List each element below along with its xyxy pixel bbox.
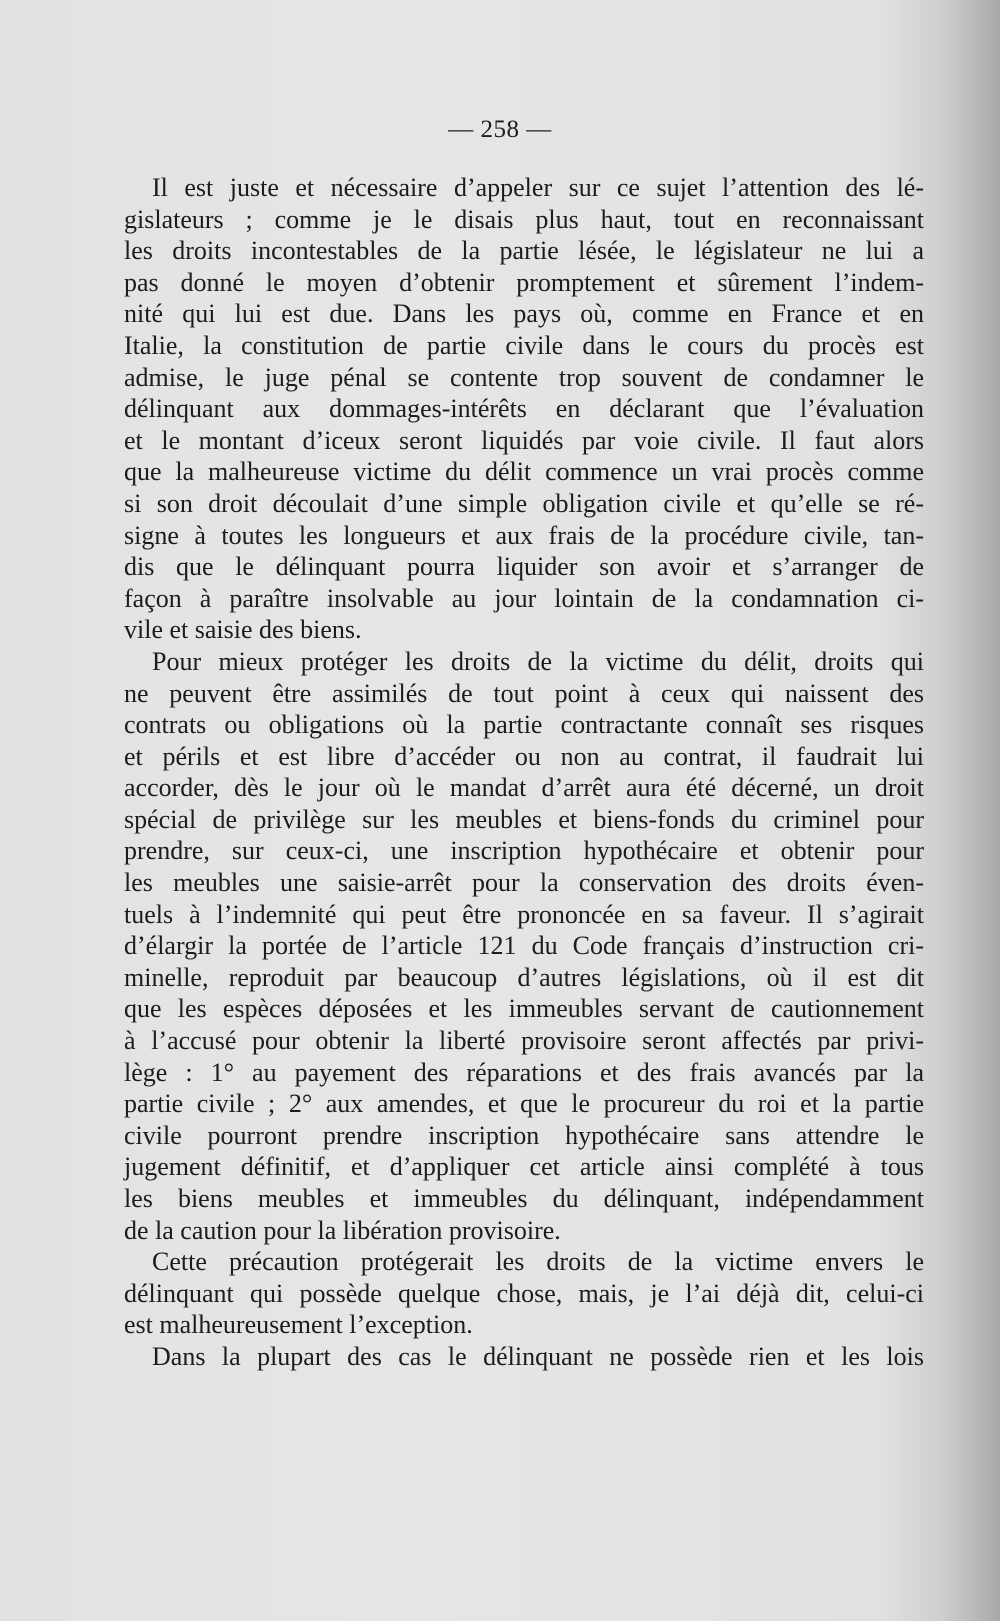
text-line: gislateurs ; comme je le disais plus haut, tout en reconnaissant	[124, 204, 924, 234]
text-line: ne peuvent être assimilés de tout point à ceux qui naissent des	[124, 678, 924, 708]
text-line: délinquant qui possède quelque chose, mais, je l’ai déjà dit, celui-ci	[124, 1278, 924, 1308]
text-line: prendre, sur ceux-ci, une inscription hypothécaire et obtenir pour	[124, 836, 924, 866]
text-line: dis que le délinquant pourra liquider son avoir et s’arranger de	[124, 552, 924, 582]
text-line: accorder, dès le jour où le mandat d’arrêt aura été décerné, un droit	[124, 773, 924, 803]
text-line: est malheureusement l’exception.	[124, 1310, 473, 1340]
text-line: spécial de privilège sur les meubles et biens-fonds du criminel pour	[124, 804, 924, 834]
text-line: façon à paraître insolvable au jour lointain de la condamnation ci-	[124, 583, 924, 613]
page-number: — 258 —	[448, 116, 552, 143]
text-line: d’élargir la portée de l’article 121 du Code français d’instruction cri-	[124, 931, 924, 961]
text-line: de la caution pour la libération provisoire.	[124, 1215, 561, 1245]
text-line: les droits incontestables de la partie lésée, le législateur ne lui a	[124, 236, 924, 266]
text-line: Cette précaution protégerait les droits de la victime envers le	[152, 1247, 924, 1277]
text-line: pas donné le moyen d’obtenir promptement et sûrement l’indem-	[124, 267, 924, 297]
text-line: Dans la plupart des cas le délinquant ne possède rien et les lois	[152, 1341, 924, 1371]
text-line: Il est juste et nécessaire d’appeler sur ce sujet l’attention des lé-	[152, 173, 924, 202]
text-line: et périls et est libre d’accéder ou non au contrat, il faudrait lui	[124, 741, 924, 771]
text-line: vile et saisie des biens.	[124, 615, 362, 645]
text-line: les meubles une saisie-arrêt pour la conservation des droits éven-	[124, 868, 924, 898]
text-line: lège : 1° au payement des réparations et des frais avancés par la	[124, 1057, 924, 1087]
text-line: si son droit découlait d’une simple obligation civile et qu’elle se ré-	[124, 488, 924, 518]
text-line: contrats ou obligations où la partie contractante connaît ses risques	[124, 710, 924, 740]
body-text	[124, 172, 924, 1373]
text-line: délinquant aux dommages-intérêts en déclarant que l’évaluation	[124, 394, 924, 424]
text-line: tuels à l’indemnité qui peut être prononcée en sa faveur. Il s’agirait	[124, 899, 924, 929]
text-line: jugement définitif, et d’appliquer cet article ainsi complété à tous	[124, 1152, 924, 1182]
text-line: signe à toutes les longueurs et aux frais de la procédure civile, tan-	[124, 520, 924, 550]
text-line: Italie, la constitution de partie civile dans le cours du procès est	[124, 330, 924, 360]
text-line: les biens meubles et immeubles du délinquant, indépendamment	[124, 1184, 924, 1213]
text-line: à l’accusé pour obtenir la liberté provisoire seront affectés par privi-	[124, 1026, 924, 1056]
text-line: admise, le juge pénal se contente trop souvent de condamner le	[124, 362, 924, 392]
text-line: Pour mieux protéger les droits de la victime du délit, droits qui	[152, 646, 924, 676]
text-line: minelle, reproduit par beaucoup d’autres législations, où il est dit	[124, 962, 924, 992]
text-line: et le montant d’iceux seront liquidés par voie civile. Il faut alors	[124, 425, 924, 455]
text-line: partie civile ; 2° aux amendes, et que le procureur du roi et la partie	[124, 1089, 924, 1119]
text-line: que la malheureuse victime du délit commence un vrai procès comme	[124, 457, 924, 487]
text-line: nité qui lui est due. Dans les pays où, comme en France et en	[124, 299, 924, 329]
text-line: civile pourront prendre inscription hypothécaire sans attendre le	[124, 1120, 924, 1150]
text-line: que les espèces déposées et les immeubles servant de cautionnement	[124, 994, 924, 1024]
